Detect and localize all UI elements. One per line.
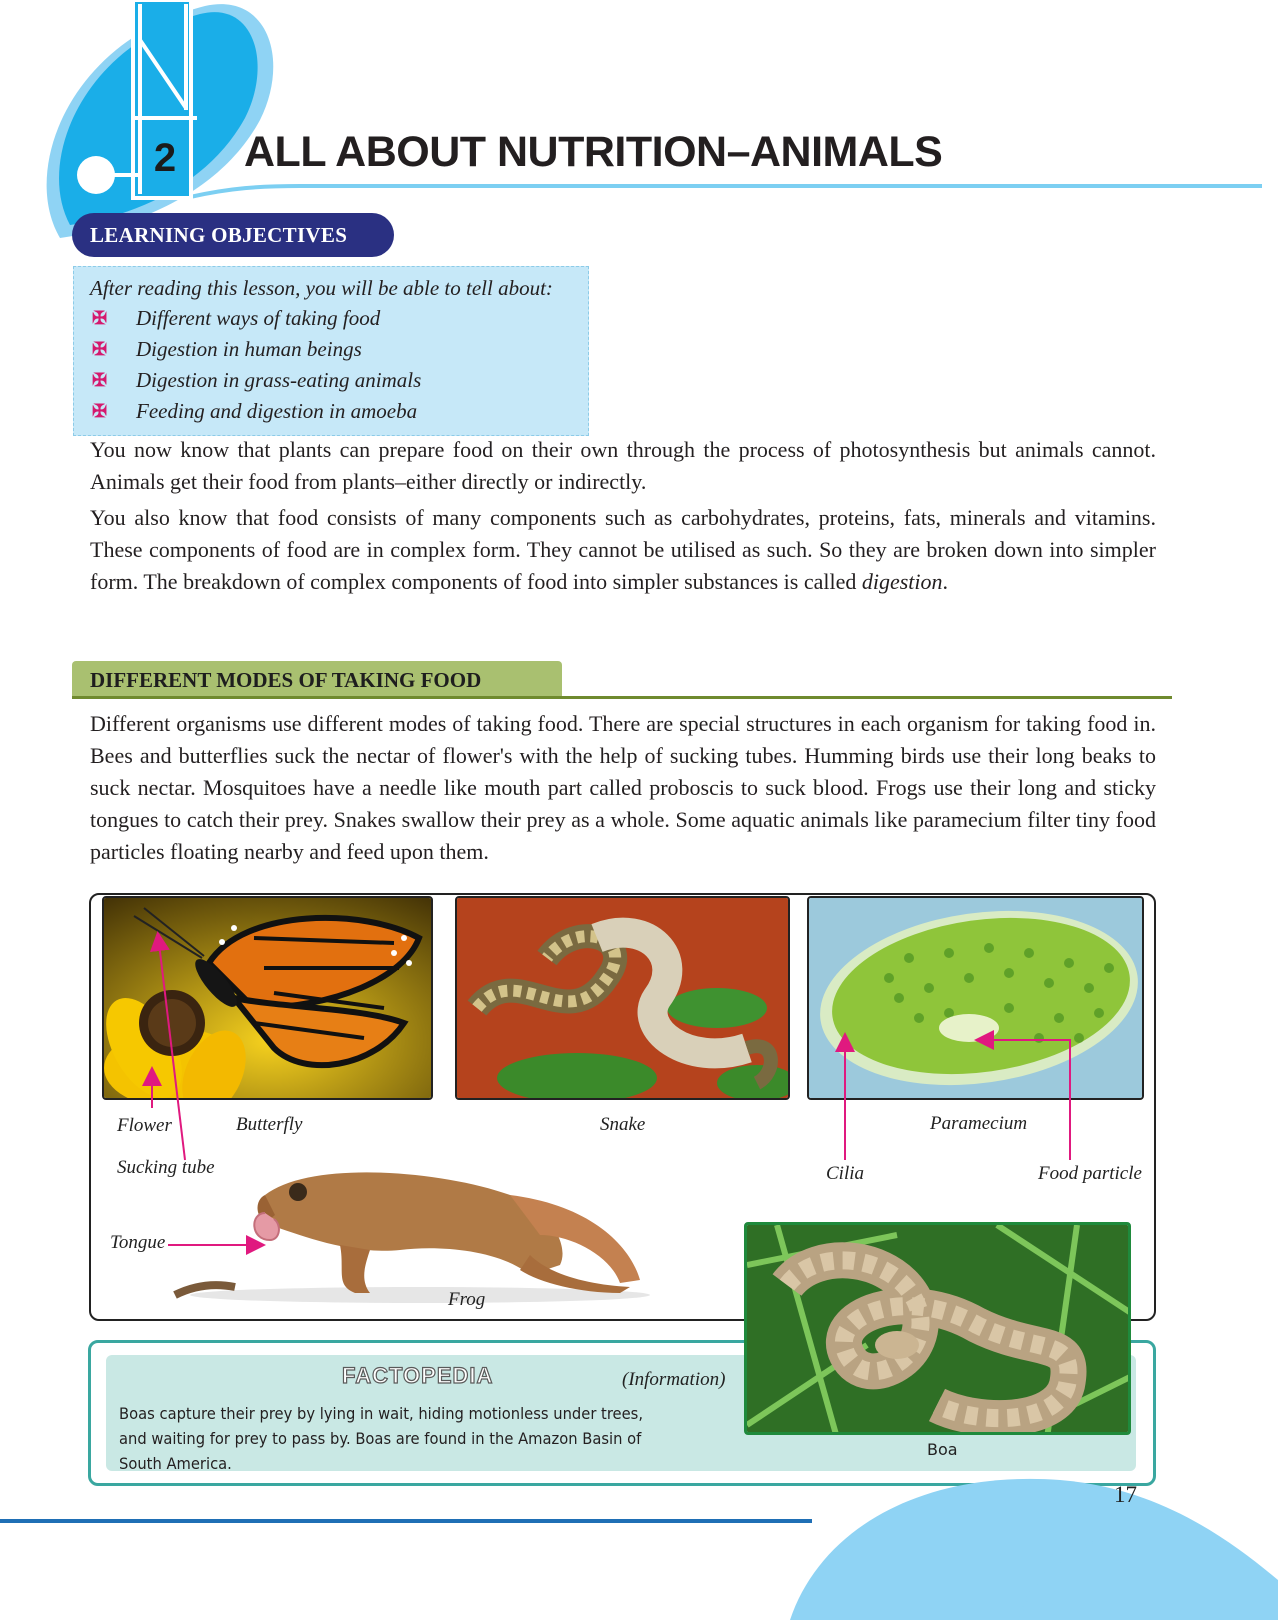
caption-sucking-tube: Sucking tube	[117, 1157, 215, 1178]
caption-snake: Snake	[600, 1114, 646, 1135]
section-heading: DIFFERENT MODES OF TAKING FOOD	[72, 661, 562, 698]
factopedia-subtitle: (Information)	[622, 1369, 726, 1390]
intro-paragraph-2-end: .	[942, 569, 949, 594]
objective-text: Feeding and digestion in amoeba	[136, 399, 418, 423]
caption-flower: Flower	[117, 1115, 172, 1136]
page-number: 17	[1114, 1482, 1137, 1507]
learning-objectives-heading: LEARNING OBJECTIVES	[72, 213, 394, 257]
caption-butterfly: Butterfly	[236, 1114, 303, 1135]
section-paragraph: Different organisms use different modes of taking food. There are special structures in each organism for taking food in. Bees and butterflies suck the nectar of flower's with the help of sucking tubes. Humming birds use their long beaks to suck nectar. Mosquitoes have a needle like mouth part called proboscis to suck blood. Frogs use their long and sticky tongues to catch their prey. Snakes swallow their prey as a whole. Some aquatic animals like paramecium filter tiny food particles floating nearby and feed upon them.	[90, 711, 1156, 864]
cross-bullet-icon: ✠	[92, 339, 108, 359]
chapter-number: 2	[153, 136, 177, 180]
intro-paragraph-1: You now know that plants can prepare food on their own through the process of photosynthesis but animals cannot. Animals get their food from plants–either directly or indirectly.	[90, 437, 1156, 494]
caption-frog: Frog	[448, 1289, 486, 1310]
chapter-title: ALL ABOUT NUTRITION–ANIMALS	[244, 128, 943, 176]
cross-bullet-icon: ✠	[92, 308, 108, 328]
term-digestion: digestion	[861, 569, 943, 594]
caption-food-particle: Food particle	[1038, 1163, 1142, 1184]
factopedia-text: Boas capture their prey by lying in wait, hiding motionless under trees, and waiting for prey to pass by. Boas are found in the Amazon Basin of South America.	[119, 1404, 644, 1473]
caption-boa: Boa	[927, 1440, 958, 1459]
factopedia-title: FACTOPEDIA	[342, 1363, 494, 1388]
cross-bullet-icon: ✠	[92, 401, 108, 421]
caption-paramecium: Paramecium	[930, 1113, 1028, 1134]
cross-bullet-icon: ✠	[92, 370, 108, 390]
caption-cilia: Cilia	[826, 1163, 865, 1184]
objective-text: Digestion in grass-eating animals	[136, 368, 422, 392]
objective-text: Different ways of taking food	[136, 306, 381, 330]
intro-paragraph-2-text: You also know that food consists of many components such as carbohydrates, proteins, fats, minerals and vitamins. These components of food are in complex form. They cannot be utilised as such. So they are broken down into simpler form. The breakdown of complex components of food into simpler substances is called	[90, 505, 1156, 594]
learning-objectives-intro: After reading this lesson, you will be able to tell about:	[90, 276, 553, 300]
caption-tongue: Tongue	[110, 1232, 166, 1253]
objective-text: Digestion in human beings	[136, 337, 362, 361]
